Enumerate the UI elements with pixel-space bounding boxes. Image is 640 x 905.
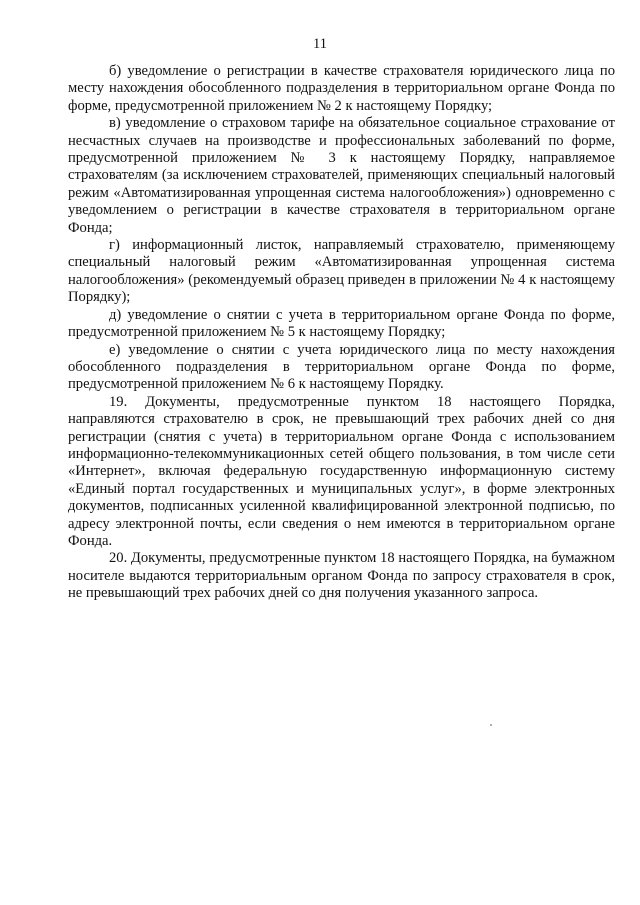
paragraph-e: е) уведомление о снятии с учета юридического лица по месту нахождения обособленного подразделения в территориальном органе Фонда по форме, предусмотренной приложением № 6 к настоящему Порядку. — [68, 341, 615, 393]
paragraph-b: б) уведомление о регистрации в качестве страхователя юридического лица по месту нахождения обособленного подразделения в территориальном органе Фонда по форме, предусмотренной приложением № 2 к настоящему Порядку; — [68, 63, 615, 114]
document-body — [68, 63, 615, 603]
paragraph-v: в) уведомление о страховом тарифе на обязательное социальное страхование от несчастных случаев на производстве и профессиональных заболеваний по форме, предусмотренной приложением № 3 к настоящему Порядку, направляемое страхователям (за исключением страхователей, применяющих специальный налоговый режим «Автоматизированная упрощенная система налогообложения») одновременно с уведомлением о регистрации в качестве страхователя в территориальном органе Фонда; — [68, 115, 615, 236]
scan-speck — [490, 724, 492, 726]
paragraph-g: г) информационный листок, направляемый страхователю, применяющему специальный налоговый режим «Автоматизированная упрощенная система налогообложения» (рекомендуемый образец приведен в приложении № 4 к настоящему Порядку); — [68, 237, 615, 306]
paragraph-20: 20. Документы, предусмотренные пунктом 18 настоящего Порядка, на бумажном носителе выдаются территориальным органом Фонда по запросу страхователя в срок, не превышающий трех рабочих дней со дня получения указанного запроса. — [68, 550, 615, 602]
paragraph-19: 19. Документы, предусмотренные пунктом 18 настоящего Порядка, направляются страхователю в срок, не превышающий трех рабочих дней со дня регистрации (снятия с учета) в территориальном органе Фонда с использованием информационно-телекоммуникационных сетей общего пользования, в том числе сети «Интернет», включая федеральную государственную информационную систему «Единый портал государственных и муниципальных услуг», в форме электронных документов, подписанных усиленной квалифицированной электронной подписью, по адресу электронной почты, если сведения о нем имеются в территориальном органе Фонда. — [68, 393, 615, 549]
page-number: 11 — [313, 36, 327, 52]
paragraph-d: д) уведомление о снятии с учета в территориальном органе Фонда по форме, предусмотренной приложением № 5 к настоящему Порядку; — [68, 306, 615, 341]
